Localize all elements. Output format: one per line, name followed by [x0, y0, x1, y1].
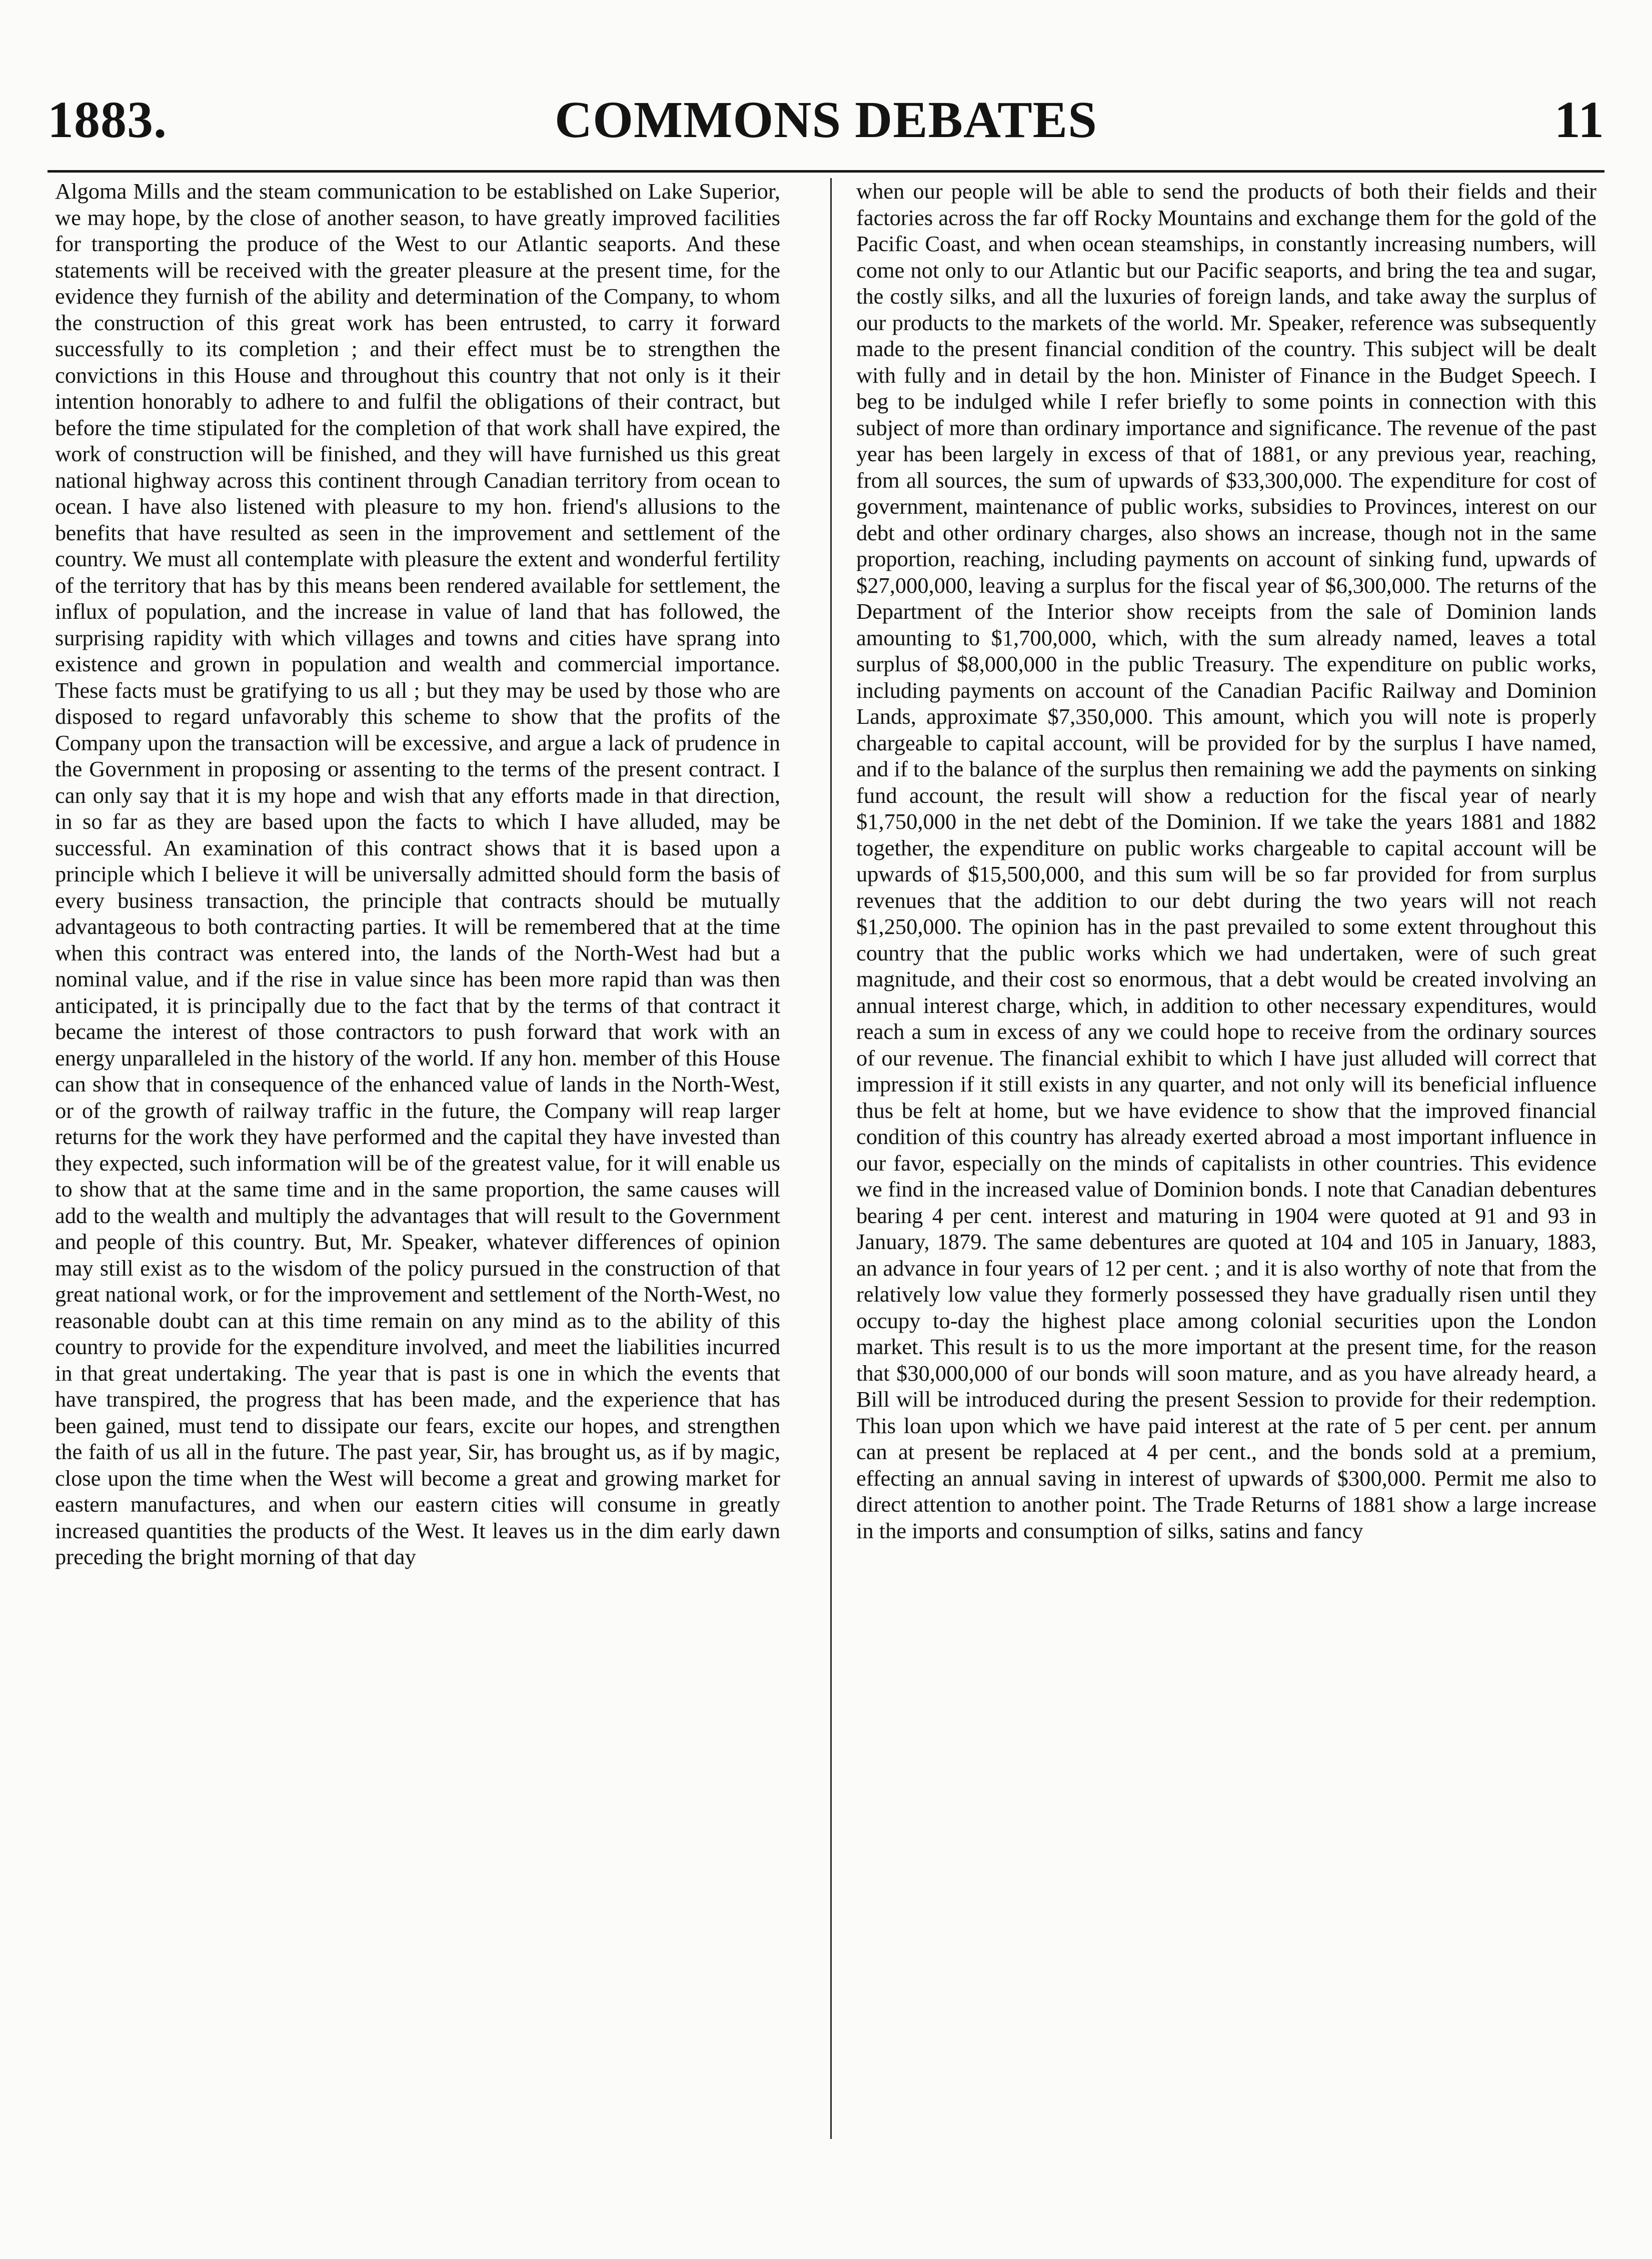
- header-year: 1883.: [48, 91, 167, 149]
- column-divider: [830, 178, 832, 2139]
- text-column-right: [856, 178, 1596, 2139]
- header-rule: [48, 170, 1604, 173]
- header-page-number: 11: [1554, 91, 1604, 149]
- header-title: COMMONS DEBATES: [555, 91, 1097, 149]
- text-column-left: [55, 178, 780, 2139]
- column-text: when our people will be able to send the products of both their fields and their factories across the far off Rocky Mountains and exchange them for the gold of the Pacific Coast, and when ocean steamships, in constantly increasing numbers, will come not only to our Atlantic but our Pacific seaports, and bring the tea and sugar, the costly silks, and all the luxuries of foreign lands, and take away the surplus of our products to the markets of the world. Mr. Speaker, reference was subsequently made to the present financial condition of the country. This subject will be dealt with fully and in detail by the hon. Minister of Finance in the Budget Speech. I beg to be indulged while I refer briefly to some points in connection with this subject of more than ordinary importance and significance. The revenue of the past year has been largely in excess of that of 1881, or any previous year, reaching, from all sources, the sum of upwards of $33,300,000. The expenditure for cost of government, maintenance of public works, subsidies to Provinces, interest on our debt and other ordinary charges, also shows an increase, though not in the same proportion, reaching, including payments on account of sinking fund, upwards of $27,000,000, leaving a surplus for the fiscal year of $6,300,000. The returns of the Department of the Interior show receipts from the sale of Dominion lands amounting to $1,700,000, which, with the sum already named, leaves a total surplus of $8,000,000 in the public Treasury. The expenditure on public works, including payments on account of the Canadian Pacific Railway and Dominion Lands, approximate $7,350,000. This amount, which you will note is properly chargeable to capital account, will be provided for by the surplus I have named, and if to the balance of the surplus then remaining we add the payments on sinking fund account, the result will show a reduction for the fiscal year of nearly $1,750,000 in the net debt of the Dominion. If we take the years 1881 and 1882 together, the expenditure on public works chargeable to capital account will be upwards of $15,500,000, and this sum will be so far provided for from surplus revenues that the addition to our debt during the two years will not reach $1,250,000. The opinion has in the past prevailed to some extent throughout this country that the public works which we had undertaken, were of such great magnitude, and their cost so enormous, that a debt would be created involving an annual interest charge, which, in addition to other necessary expenditures, would reach a sum in excess of any we could hope to receive from the ordinary sources of our revenue. The financial exhibit to which I have just alluded will correct that impression if it still exists in any quarter, and not only will its beneficial influence thus be felt at home, but we have evidence to show that the improved financial condition of this country has already exerted abroad a most important influence in our favor, especially on the minds of capitalists in other countries. This evidence we find in the increased value of Dominion bonds. I note that Canadian debentures bearing 4 per cent. interest and maturing in 1904 were quoted at 91 and 93 in January, 1879. The same debentures are quoted at 104 and 105 in January, 1883, an advance in four years of 12 per cent. ; and it is also worthy of note that from the relatively low value they formerly possessed they have gradually risen until they occupy to-day the highest place among colonial securities upon the London market. This result is to us the more important at the present time, for the reason that $30,000,000 of our bonds will soon mature, and as you have already heard, a Bill will be introduced during the present Session to provide for their redemption. This loan upon which we have paid interest at the rate of 5 per cent. per annum can at present be replaced at 4 per cent., and the bonds sold at a premium, effecting an annual saving in interest of upwards of $300,000. Permit me also to direct attention to another point. The Trade Returns of 1881 show a large increase in the imports and consumption of silks, satins and fancy: [856, 179, 1596, 1543]
- page-header: [48, 90, 1604, 165]
- column-text: Algoma Mills and the steam communication to be established on Lake Superior, we may hope, by the close of another season, to have greatly improved facilities for transporting the produce of the West to our Atlantic seaports. And these statements will be received with the greater pleasure at the present time, for the evidence they furnish of the ability and determination of the Company, to whom the construction of this great work has been entrusted, to carry it forward successfully to its completion ; and their effect must be to strengthen the convictions in this House and throughout this country that not only is it their intention honorably to adhere to and fulfil the obligations of their contract, but before the time stipulated for the completion of that work shall have expired, the work of construction will be finished, and they will have furnished us this great national highway across this continent through Canadian territory from ocean to ocean. I have also listened with pleasure to my hon. friend's allusions to the benefits that have resulted as seen in the improvement and settlement of the country. We must all contemplate with pleasure the extent and wonderful fertility of the territory that has by this means been rendered available for settlement, the influx of population, and the increase in value of land that has followed, the surprising rapidity with which villages and towns and cities have sprang into existence and grown in population and wealth and commercial importance. These facts must be gratifying to us all ; but they may be used by those who are disposed to regard unfavorably this scheme to show that the profits of the Company upon the transaction will be excessive, and argue a lack of prudence in the Government in proposing or assenting to the terms of the present contract. I can only say that it is my hope and wish that any efforts made in that direction, in so far as they are based upon the facts to which I have alluded, may be successful. An examination of this contract shows that it is based upon a principle which I believe it will be universally admitted should form the basis of every business transaction, the principle that contracts should be mutually advantageous to both contracting parties. It will be remembered that at the time when this contract was entered into, the lands of the North-West had but a nominal value, and if the rise in value since has been more rapid than was then anticipated, it is principally due to the fact that by the terms of that contract it became the interest of those contractors to push forward that work with an energy unparalleled in the history of the world. If any hon. member of this House can show that in consequence of the enhanced value of lands in the North-West, or of the growth of railway traffic in the future, the Company will reap larger returns for the work they have performed and the capital they have invested than they expected, such information will be of the greatest value, for it will enable us to show that at the same time and in the same proportion, the same causes will add to the wealth and multiply the advantages that will result to the Government and people of this country. But, Mr. Speaker, whatever differences of opinion may still exist as to the wisdom of the policy pursued in the construction of that great national work, or for the improvement and settlement of the North-West, no reasonable doubt can at this time remain on any mind as to the ability of this country to provide for the expenditure involved, and meet the liabilities incurred in that great undertaking. The year that is past is one in which the events that have transpired, the progress that has been made, and the experience that has been gained, must tend to dissipate our fears, excite our hopes, and strengthen the faith of us all in the future. The past year, Sir, has brought us, as if by magic, close upon the time when the West will become a great and growing market for eastern manufactures, and when our eastern cities will consume in greatly increased quantities the products of the West. It leaves us in the dim early dawn preceding the bright morning of that day: [55, 179, 780, 1569]
